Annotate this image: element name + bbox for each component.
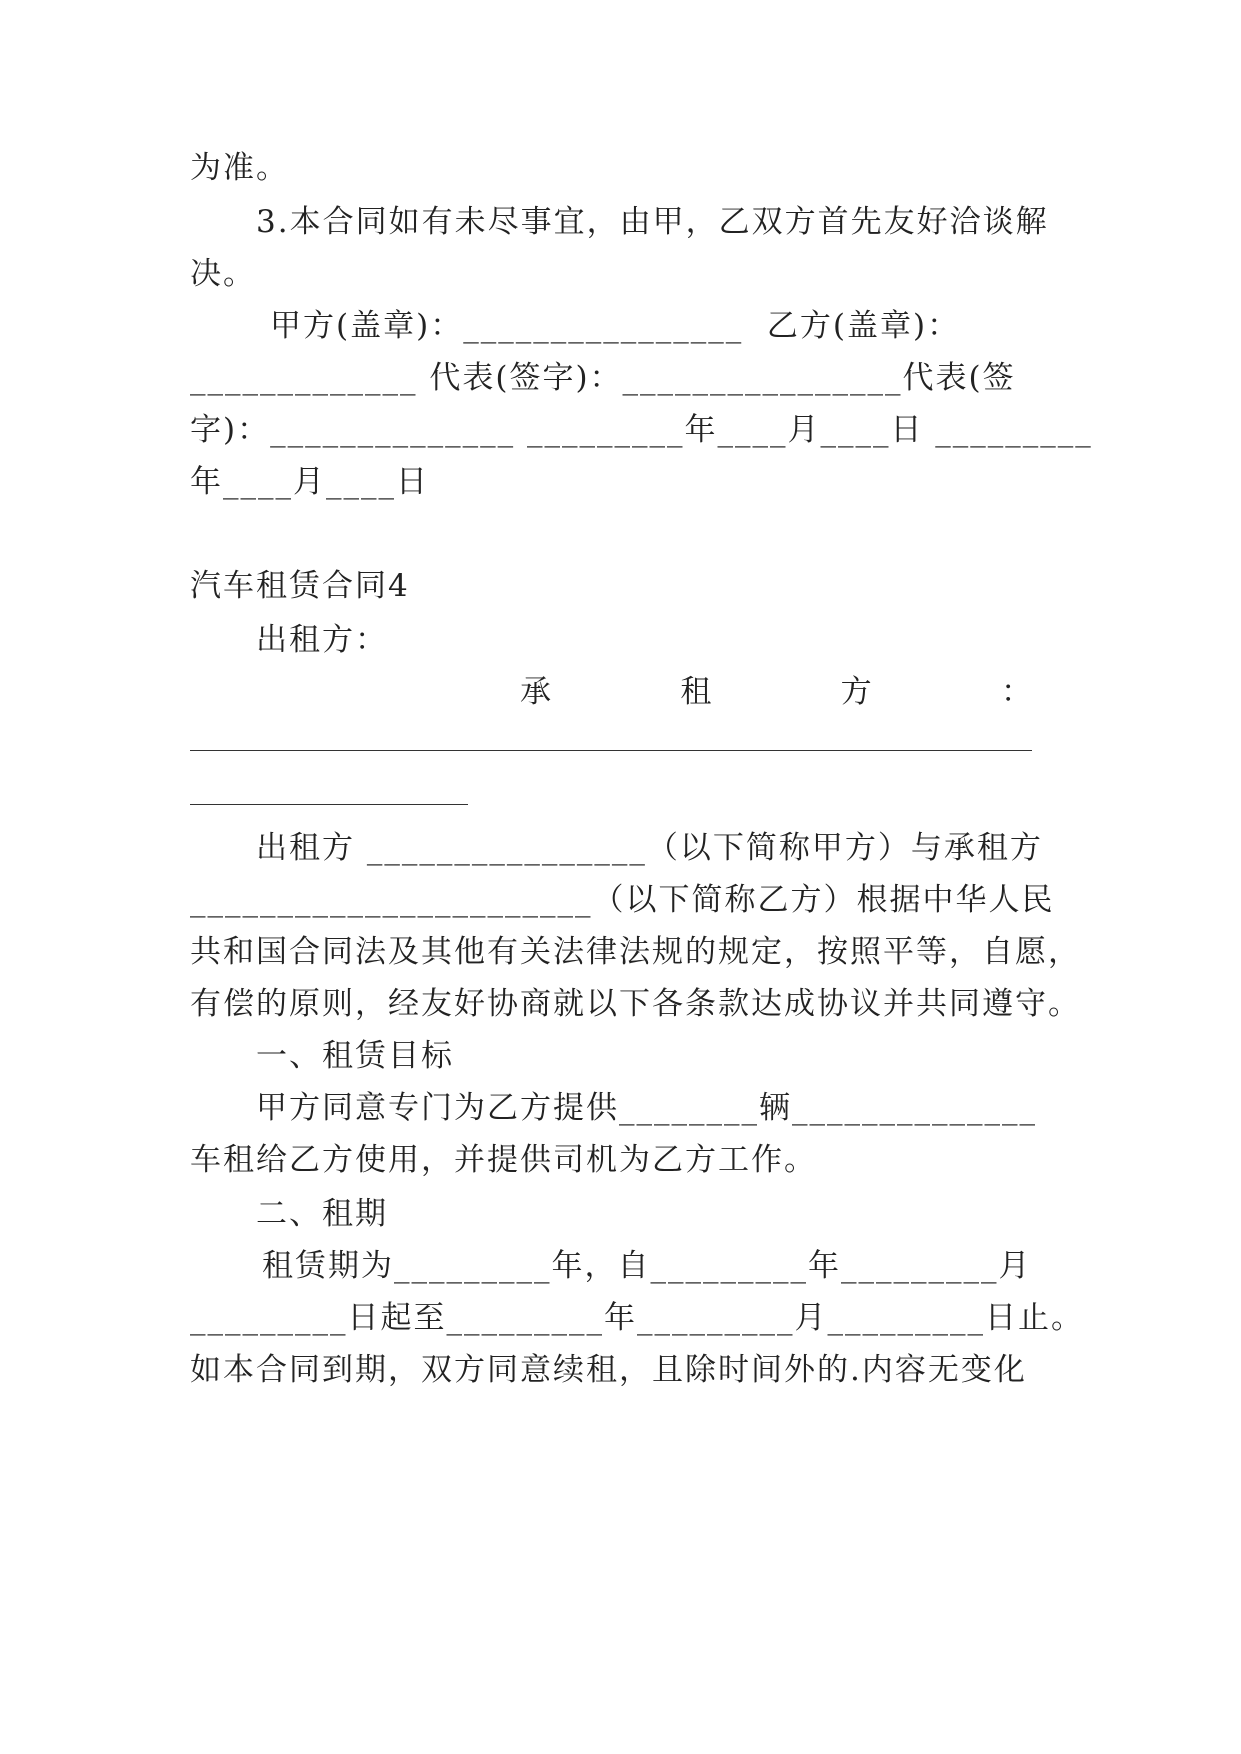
signature-representative-line: _____________ 代表(签字)：________________代表(签: [190, 360, 1016, 396]
text-line-1: 为准。: [190, 150, 289, 186]
blank-rule-short: [190, 804, 468, 805]
signature-party-line: 甲方(盖章)：________________ 乙方(盖章)：: [270, 308, 961, 344]
heading-rental-target: 一、租赁目标: [256, 1038, 454, 1074]
heading-rental-period: 二、租期: [256, 1196, 388, 1232]
lessee-label-char-3: 方: [840, 674, 872, 710]
clause-3: 3.本合同如有未尽事宜，由甲，乙双方首先友好洽谈解: [256, 204, 1049, 240]
rental-target-text: 甲方同意专门为乙方提供________辆______________: [256, 1090, 1037, 1126]
parties-paragraph-2: _______________________（以下简称乙方）根据中华人民: [190, 882, 1055, 918]
signature-date-line: 字)：______________ _________年____月____日 _________: [190, 412, 1093, 448]
parties-paragraph-4: 有偿的原则，经友好协商就以下各条款达成协议并共同遵守。: [190, 986, 1081, 1022]
lessee-label: [520, 672, 1032, 712]
clause-3-cont: 决。: [190, 256, 256, 292]
lessor-label: 出租方：: [256, 622, 388, 658]
parties-paragraph-1: 出租方 ________________（以下简称甲方）与承租方: [256, 830, 1043, 866]
blank-rule-long: [190, 750, 1032, 751]
rental-period-text-2: _________日起至_________年_________月_________日止。: [190, 1300, 1084, 1336]
rental-period-text-3: 如本合同到期，双方同意续租，且除时间外的.内容无变化: [190, 1352, 1027, 1388]
lessee-label-char-4: ：: [1000, 674, 1032, 710]
rental-target-text-cont: 车租给乙方使用，并提供司机为乙方工作。: [190, 1142, 817, 1178]
lessee-label-char-2: 租: [680, 674, 712, 710]
section-title: 汽车租赁合同4: [190, 568, 410, 604]
lessee-label-char-1: 承: [520, 674, 551, 710]
signature-date-line-2: 年____月____日: [190, 464, 429, 500]
rental-period-text: 租赁期为_________年，自_________年_________月: [262, 1248, 1032, 1284]
parties-paragraph-3: 共和国合同法及其他有关法律法规的规定，按照平等，自愿，: [190, 934, 1081, 970]
